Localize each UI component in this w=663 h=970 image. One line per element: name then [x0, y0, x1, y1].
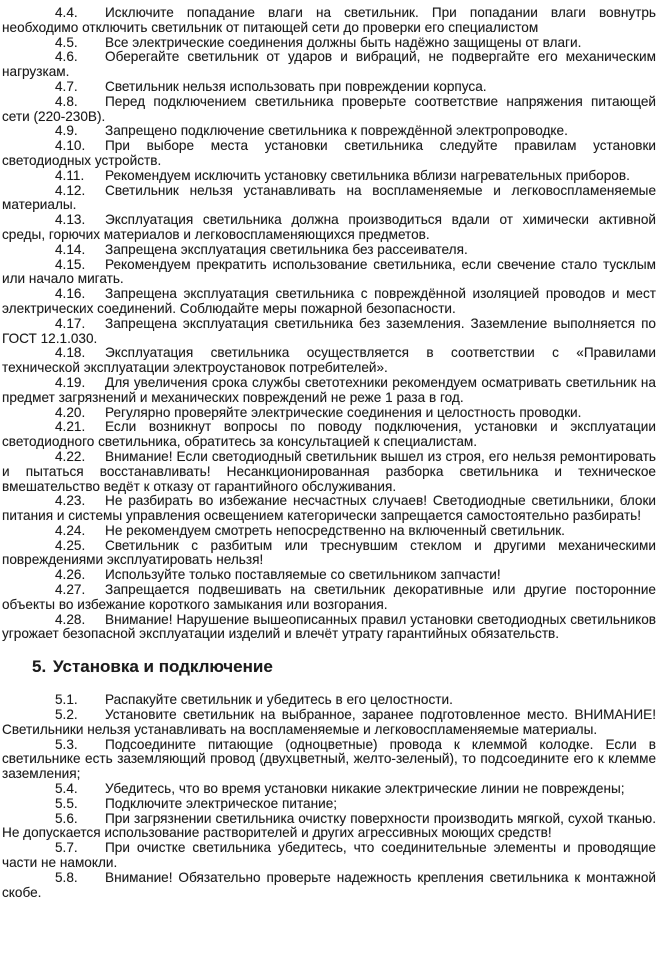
list-item: [2, 406, 656, 421]
item-number: 4.16.: [55, 286, 86, 302]
item-text: Запрещено подключение светильника к повреждённой электропроводке.: [105, 123, 568, 139]
list-item: [2, 738, 656, 782]
list-item: [2, 450, 656, 494]
item-number: 5.2.: [55, 707, 78, 723]
item-text: Перед подключением светильника проверьте соответствие напряжения питающей сети (220-230В).: [2, 93, 656, 124]
section-title: Установка и подключение: [53, 657, 273, 677]
item-text: Запрещается подвешивать на светильник декоративные или другие посторонние объекты во избежание короткого замыкания или возгорания.: [2, 582, 656, 612]
item-text: Регулярно проверяйте электрические соединения и целостность проводки.: [105, 404, 582, 420]
item-number: 4.13.: [55, 212, 86, 228]
item-text: Светильник нельзя устанавливать на воспламеняемые и легковоспламеняемые материалы.: [2, 182, 656, 213]
item-number: 4.25.: [55, 537, 86, 553]
list-item: [2, 80, 656, 95]
item-number: 4.10.: [55, 138, 86, 154]
item-number: 4.6.: [55, 49, 78, 65]
item-text: Рекомендуем прекратить использование светильника, если свечение стало тусклым или начало мигать.: [2, 256, 656, 287]
item-number: 4.7.: [55, 78, 78, 94]
item-text: Исключите попадание влаги на светильник. При попадании влаги вовнутрь необходимо отключить светильник от питающей сети до проверки его специалистом: [2, 5, 656, 35]
item-number: 4.17.: [55, 315, 86, 331]
item-number: 5.7.: [55, 840, 78, 856]
item-number: 4.20.: [55, 404, 86, 420]
list-item: [2, 317, 656, 347]
item-number: 4.27.: [55, 582, 86, 598]
item-number: 4.12.: [55, 182, 86, 198]
item-number: 5.6.: [55, 810, 78, 826]
list-item: [2, 258, 656, 288]
item-text: Подключите электрическое питание;: [105, 795, 338, 811]
item-text: Внимание! Обязательно проверьте надежность крепления светильника к монтажной скобе.: [2, 869, 656, 900]
item-number: 4.4.: [55, 5, 78, 20]
item-text: Не рекомендуем смотреть непосредственно на включенный светильник.: [105, 522, 565, 538]
section-number: 5.: [32, 657, 47, 677]
item-number: 5.5.: [55, 795, 78, 811]
list-item: [2, 376, 656, 406]
list-item: [2, 782, 656, 797]
item-number: 4.5.: [55, 34, 78, 50]
item-number: 4.26.: [55, 567, 86, 583]
list-item: [2, 6, 656, 36]
list-item: [2, 797, 656, 812]
item-number: 4.28.: [55, 611, 86, 627]
item-number: 4.18.: [55, 345, 86, 361]
item-number: 5.1.: [55, 692, 78, 708]
list-item: [2, 494, 656, 524]
section-5-heading: [32, 657, 656, 676]
item-text: Внимание! Нарушение вышеописанных правил установки светодиодных светильников угрожает безопасной эксплуатации изделий и влечёт утрату гарантийных обязательств.: [2, 611, 656, 642]
list-item: [2, 36, 656, 51]
list-item: [2, 583, 656, 613]
item-number: 4.15.: [55, 256, 86, 272]
item-text: Если возникнут вопросы по поводу подключения, установки и эксплуатации светодиодного светильника, обратитесь за консультацией к специалистам.: [2, 419, 656, 450]
list-item: [2, 213, 656, 243]
item-text: При загрязнении светильника очистку поверхности производить мягкой, сухой тканью. Не допускается использование растворителей и других агрессивных моющих средств!: [2, 810, 656, 841]
item-number: 4.24.: [55, 522, 86, 538]
list-item: [2, 346, 656, 376]
item-number: 4.11.: [55, 167, 85, 183]
list-item: [2, 124, 656, 139]
list-item: [2, 613, 656, 643]
list-item: [2, 524, 656, 539]
list-item: [2, 841, 656, 871]
item-text: Эксплуатация светильника должна производиться вдали от химически активной среды, горючих материалов и легковоспламеняющихся предметов.: [2, 212, 656, 242]
list-item: [2, 812, 656, 842]
item-number: 4.14.: [55, 241, 86, 257]
item-number: 4.19.: [55, 374, 86, 390]
item-text: Убедитесь, что во время установки никакие электрические линии не повреждены;: [105, 781, 625, 797]
list-item: [2, 420, 656, 450]
item-text: Для увеличения срока службы светотехники рекомендуем осматривать светильник на предмет загрязнений и механических повреждений не реже 1 раза в год.: [2, 374, 656, 405]
item-text: Подсоедините питающие (одноцветные) провода к клеммой колодке. Если в светильнике есть заземляющий провод (двухцветный, желто-зеленый), то подсоедините его к клемме заземления;: [2, 736, 656, 782]
item-text: Внимание! Если светодиодный светильник вышел из строя, его нельзя ремонтировать и пытаться восстанавливать! Несанкционированная разборка светильника и техническое вмешательство ведёт к отказу от гарантийного обслуживания.: [2, 448, 656, 494]
list-item: [2, 169, 656, 184]
item-number: 5.3.: [55, 736, 78, 752]
item-number: 4.9.: [55, 123, 78, 139]
list-item: [2, 95, 656, 125]
item-text: Запрещена эксплуатация светильника с повреждённой изоляцией проводов и мест электрических соединений. Соблюдайте меры пожарной безопасности.: [2, 286, 656, 316]
item-text: Оберегайте светильник от ударов и вибраций, не подвергайте его механическим нагрузкам.: [2, 49, 656, 80]
item-text: Используйте только поставляемые со светильником запчасти!: [105, 567, 501, 583]
list-item: [2, 871, 656, 901]
item-text: При очистке светильника убедитесь, что соединительные элементы и проводящие части не намокли.: [2, 840, 656, 871]
item-text: Светильник нельзя использовать при повреждении корпуса.: [105, 78, 487, 94]
item-text: Рекомендуем исключить установку светильника вблизи нагревательных приборов.: [105, 167, 630, 183]
list-item: [2, 287, 656, 317]
list-item: [2, 693, 656, 708]
item-text: Светильник с разбитым или треснувшим стеклом и другими механическими повреждениями эксплуатировать нельзя!: [2, 537, 656, 568]
item-number: 4.23.: [55, 493, 86, 509]
item-number: 4.8.: [55, 93, 78, 109]
list-item: [2, 243, 656, 258]
item-number: 4.21.: [55, 419, 86, 435]
list-item: [2, 539, 656, 569]
item-text: Установите светильник на выбранное, заранее подготовленное место. ВНИМАНИЕ! Светильники нельзя устанавливать на воспламеняемые и легковоспламеняемые материалы.: [2, 707, 656, 737]
item-text: Запрещена эксплуатация светильника без рассеивателя.: [105, 241, 468, 257]
item-text: Все электрические соединения должны быть надёжно защищены от влаги.: [105, 34, 582, 50]
list-item: [2, 184, 656, 214]
item-text: Не разбирать во избежание несчастных случаев! Светодиодные светильники, блоки питания и системы управления освещением категорически запрещается самостоятельно разбирать!: [2, 493, 656, 524]
item-text: При выборе места установки светильника следуйте правилам установки светодиодных устройств.: [2, 138, 656, 168]
item-text: Распакуйте светильник и убедитесь в его целостности.: [105, 692, 453, 708]
list-item: [2, 568, 656, 583]
item-number: 5.8.: [55, 869, 78, 885]
item-text: Эксплуатация светильника осуществляется в соответствии с «Правилами технической эксплуатации электроустановок потребителей».: [2, 345, 656, 376]
list-item: [2, 50, 656, 80]
list-item: [2, 139, 656, 169]
item-number: 5.4.: [55, 781, 78, 797]
item-number: 4.22.: [55, 448, 86, 464]
list-item: [2, 708, 656, 738]
item-text: Запрещена эксплуатация светильника без заземления. Заземление выполняется по ГОСТ 12.1.030.: [2, 315, 656, 346]
